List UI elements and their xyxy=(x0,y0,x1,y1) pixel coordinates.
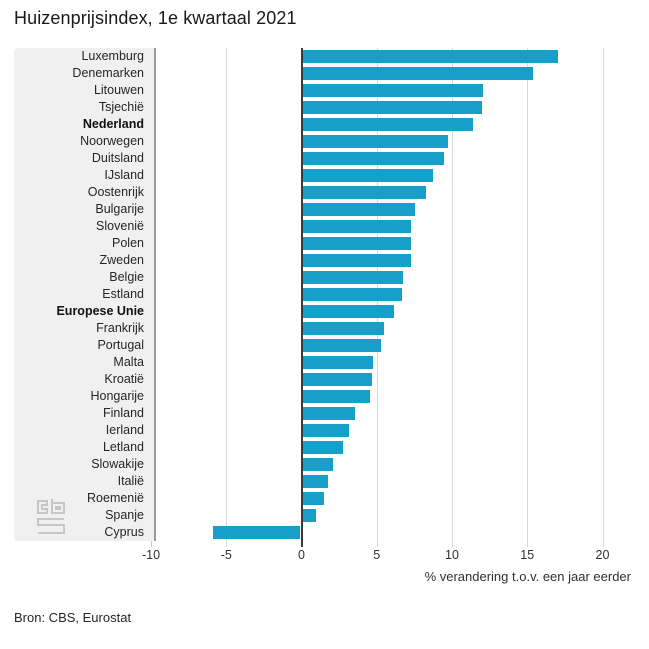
category-label: Tsjechië xyxy=(98,100,144,114)
category-label: Cyprus xyxy=(104,525,144,539)
category-label: Estland xyxy=(102,287,144,301)
category-label: Luxemburg xyxy=(81,49,144,63)
category-label: Spanje xyxy=(105,508,144,522)
gridline xyxy=(527,48,528,547)
category-label: Bulgarije xyxy=(95,202,144,216)
x-tick-label: 0 xyxy=(298,548,305,562)
bar xyxy=(303,441,344,454)
bar xyxy=(303,356,374,369)
gridline xyxy=(226,48,227,547)
bar xyxy=(303,475,329,488)
zero-axis-line xyxy=(301,48,303,547)
bar xyxy=(303,271,404,284)
category-label: Noorwegen xyxy=(80,134,144,148)
bar xyxy=(303,50,559,63)
bar xyxy=(303,407,356,420)
source-note: Bron: CBS, Eurostat xyxy=(14,610,132,625)
plot-area xyxy=(156,48,631,541)
category-label: Litouwen xyxy=(93,83,144,97)
x-tick-label: 10 xyxy=(445,548,459,562)
x-tick-label: 5 xyxy=(373,548,381,562)
category-label: Malta xyxy=(113,355,144,369)
bar xyxy=(303,186,426,199)
x-tick-label: 20 xyxy=(595,548,610,562)
bar xyxy=(303,305,395,318)
bar xyxy=(303,152,444,165)
x-tick-label: 15 xyxy=(520,548,535,562)
category-label: Finland xyxy=(103,406,144,420)
category-label: Roemenië xyxy=(87,491,144,505)
category-label: Slowakije xyxy=(91,457,144,471)
category-label: Kroatië xyxy=(104,372,144,386)
category-label: Duitsland xyxy=(91,151,144,165)
category-label: Portugal xyxy=(97,338,144,352)
x-tick-mark xyxy=(151,541,152,547)
bar xyxy=(303,492,324,505)
bar xyxy=(303,373,372,386)
category-label: IJsland xyxy=(104,168,144,182)
bar xyxy=(303,254,411,267)
category-label: Nederland xyxy=(82,117,144,131)
category-label: Denemarken xyxy=(72,66,144,80)
category-label: Europese Unie xyxy=(56,304,144,318)
bar xyxy=(303,458,333,471)
bar xyxy=(303,339,381,352)
bar xyxy=(213,526,300,539)
x-axis-title: % verandering t.o.v. een jaar eerder xyxy=(424,569,631,584)
category-label: Hongarije xyxy=(90,389,144,403)
category-label: Italië xyxy=(117,474,144,488)
bar xyxy=(303,220,411,233)
bar xyxy=(303,67,533,80)
category-label: Oostenrijk xyxy=(87,185,144,199)
category-label: Belgie xyxy=(109,270,144,284)
bar xyxy=(303,424,350,437)
bar xyxy=(303,135,449,148)
category-label: Polen xyxy=(112,236,144,250)
bar xyxy=(303,84,484,97)
category-label: Slovenië xyxy=(96,219,144,233)
bar xyxy=(303,390,371,403)
bar xyxy=(303,237,411,250)
bar xyxy=(303,509,317,522)
bar xyxy=(303,118,473,131)
x-tick-label: -10 xyxy=(141,548,161,562)
category-label: Ierland xyxy=(105,423,144,437)
bar xyxy=(303,203,416,216)
category-axis-panel xyxy=(14,48,156,541)
bar xyxy=(303,322,384,335)
x-tick-label: -5 xyxy=(220,548,232,562)
chart-title: Huizenprijsindex, 1e kwartaal 2021 xyxy=(14,8,297,28)
bar xyxy=(303,288,402,301)
bar xyxy=(303,101,482,114)
category-label: Letland xyxy=(102,440,144,454)
category-label: Frankrijk xyxy=(96,321,144,335)
bar xyxy=(303,169,434,182)
category-label: Zweden xyxy=(99,253,144,267)
gridline xyxy=(603,48,604,547)
